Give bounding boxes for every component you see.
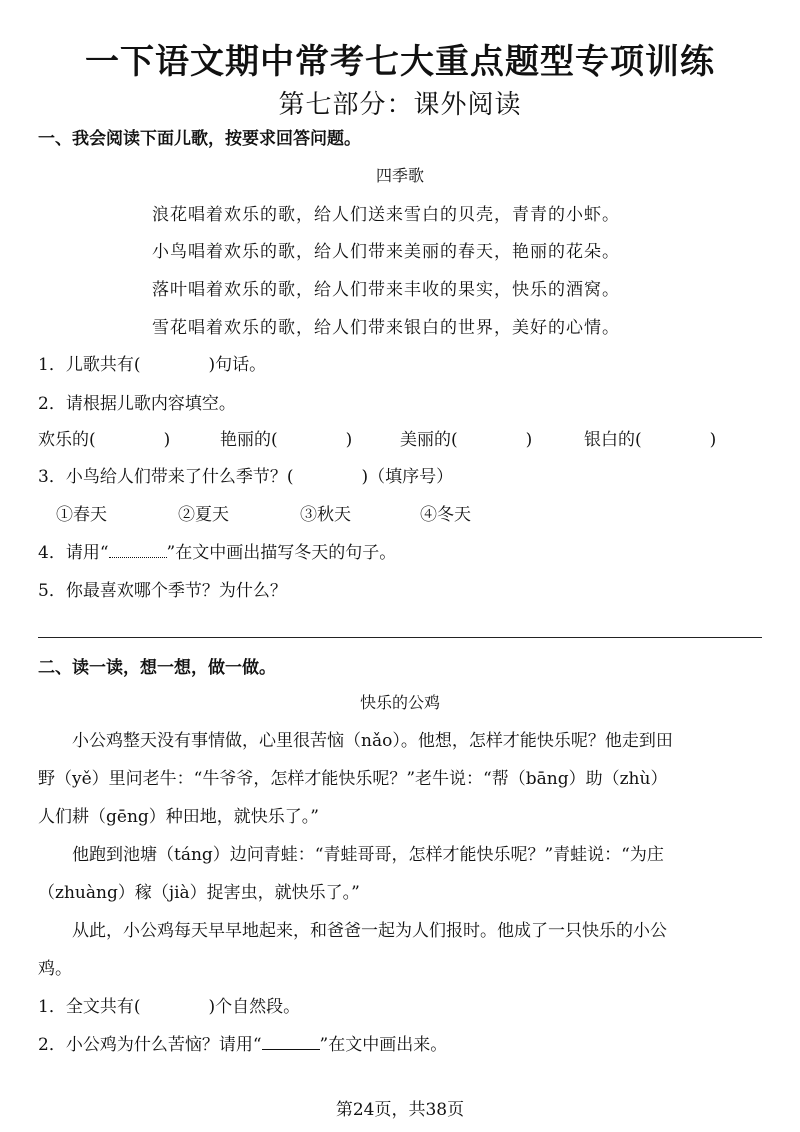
story-question-2 (38, 1030, 447, 1055)
story-line: （zhuàng）稼（jià）捉害虫，就快乐了。” (38, 883, 360, 903)
question-4-post: ”在文中画出描写冬天的句子。 (166, 543, 397, 563)
worksheet-subtitle: 第七部分：课外阅读 (278, 90, 522, 120)
option-1: ①春天 (56, 505, 107, 525)
fill-blank-4: 银白的( ) (584, 430, 717, 450)
story-question-1: 1．全文共有( )个自然段。 (38, 997, 301, 1017)
section1-heading: 一、我会阅读下面儿歌，按要求回答问题。 (38, 129, 361, 149)
question-3: 3．小鸟给人们带来了什么季节？( )（填序号） (38, 467, 454, 487)
fill-blank-1: 欢乐的( ) (38, 430, 171, 450)
story-line: 从此，小公鸡每天早早地起来，和爸爸一起为人们报时。他成了一只快乐的小公 (38, 921, 667, 941)
wavy-underline-sample (109, 543, 167, 558)
story-question-2-pre: 2．小公鸡为什么苦恼？请用“ (38, 1035, 262, 1055)
question-1: 1．儿歌共有( )句话。 (38, 355, 267, 375)
option-2: ②夏天 (178, 505, 229, 525)
poem-title: 四季歌 (375, 166, 424, 185)
section-divider (38, 637, 762, 638)
story-line: 鸡。 (38, 959, 72, 979)
worksheet-title: 一下语文期中常考七大重点题型专项训练 (85, 42, 715, 82)
option-3: ③秋天 (300, 505, 351, 525)
straight-underline-sample (262, 1035, 320, 1050)
question-4 (38, 538, 396, 563)
poem-line: 浪花唱着欢乐的歌，给人们送来雪白的贝壳，青青的小虾。 (152, 205, 620, 225)
story-line: 小公鸡整天没有事情做，心里很苦恼（nǎo）。他想，怎样才能快乐呢？他走到田 (38, 731, 673, 751)
section2-heading: 二、读一读，想一想，做一做。 (38, 658, 276, 678)
option-4: ④冬天 (420, 505, 471, 525)
story-line: 他跑到池塘（táng）边问青蛙：“青蛙哥哥，怎样才能快乐呢？”青蛙说：“为庄 (38, 845, 664, 865)
poem-line: 落叶唱着欢乐的歌，给人们带来丰收的果实，快乐的酒窝。 (152, 280, 620, 300)
fill-blank-2: 艳丽的( ) (220, 430, 353, 450)
question-5: 5．你最喜欢哪个季节？为什么？ (38, 581, 287, 601)
question-4-pre: 4．请用“ (38, 543, 109, 563)
question-2: 2．请根据儿歌内容填空。 (38, 394, 236, 414)
fill-blank-3: 美丽的( ) (400, 430, 533, 450)
poem-line: 小鸟唱着欢乐的歌，给人们带来美丽的春天，艳丽的花朵。 (152, 242, 620, 262)
page-number: 第24页，共38页 (335, 1100, 465, 1120)
poem-line: 雪花唱着欢乐的歌，给人们带来银白的世界，美好的心情。 (152, 318, 620, 338)
story-line: 野（yě）里问老牛：“牛爷爷，怎样才能快乐呢？”老牛说：“帮（bāng）助（zhù） (38, 769, 668, 789)
story-question-2-post: ”在文中画出来。 (319, 1035, 448, 1055)
story-line: 人们耕（gēng）种田地，就快乐了。” (38, 807, 319, 827)
story-title: 快乐的公鸡 (359, 693, 440, 712)
